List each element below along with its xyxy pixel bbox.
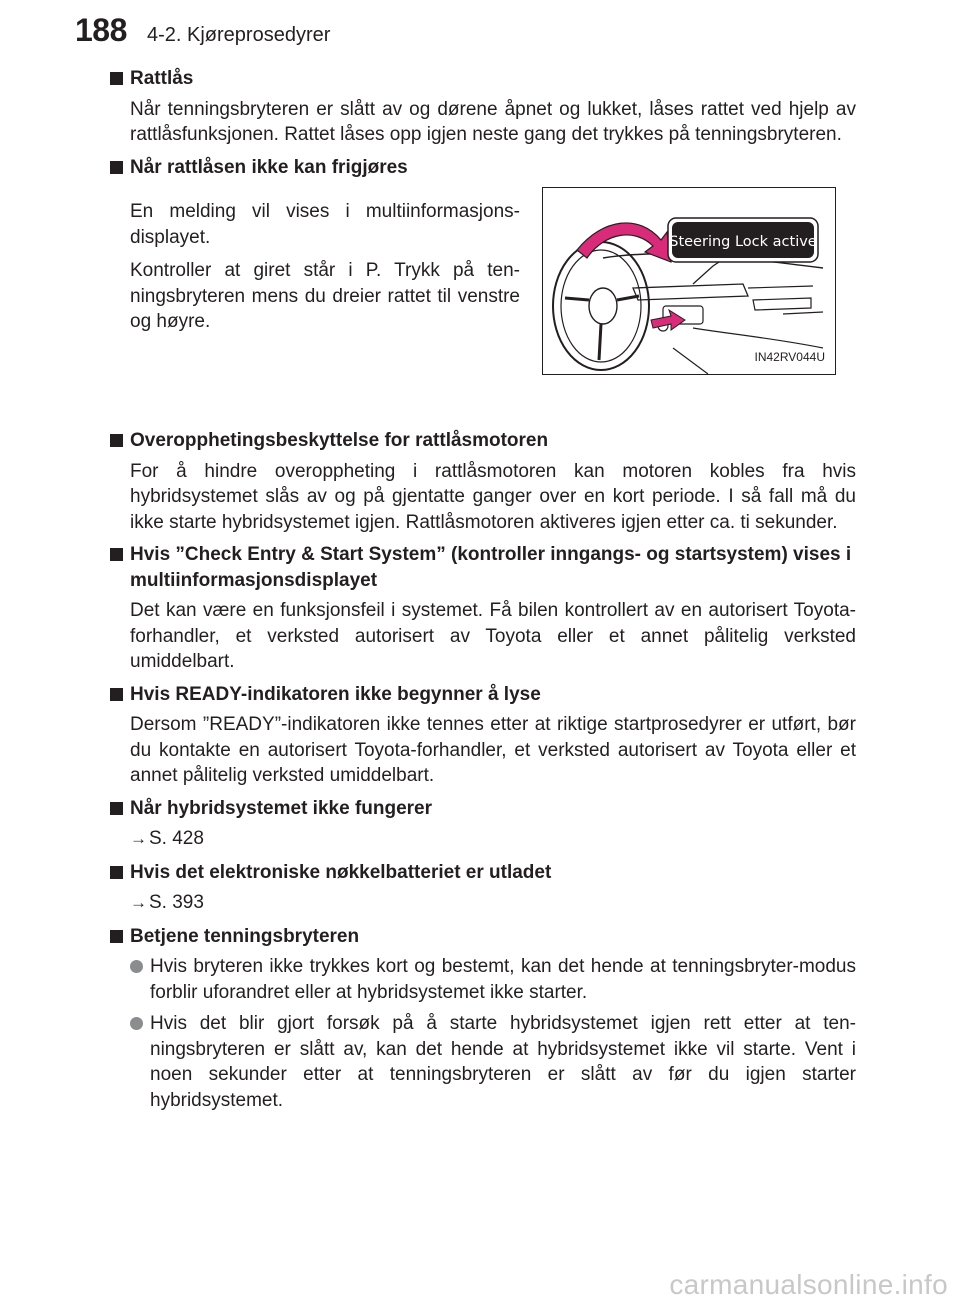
figure-code: IN42RV044U [754, 349, 825, 364]
heading-square-icon [110, 548, 123, 561]
heading-text: Overopphetingsbeskyttelse for rattlåsmotoren [130, 430, 549, 451]
arrow-right-icon: → [130, 829, 147, 848]
body-text: Det kan være en funksjonsfeil i systemet. Få bilen kontrollert av en autorisert Toyota-forhandler, et verksted autorisert av Toyota eller et annet pålitelig verksted umiddelbart. [130, 600, 856, 672]
watermark: carmanualsonline.info [669, 1269, 948, 1300]
heading-hybridsystem [110, 796, 856, 822]
heading-betjene [110, 924, 856, 950]
bullet-item [130, 1011, 856, 1113]
body-text: Kontroller at giret står i P. Trykk på ten-ningsbryteren mens du dreier rattet til venstre og høyre. [130, 260, 520, 332]
page-number: 188 [75, 12, 127, 48]
heading-text: Hvis READY-indikatoren ikke begynner å lyse [130, 683, 541, 705]
heading-text: Hvis det elektroniske nøkkelbatteriet er utladet [130, 861, 552, 883]
heading-rattlas [110, 66, 856, 92]
arrow-right-icon: → [130, 893, 147, 912]
reference-text: S. 393 [149, 892, 204, 913]
heading-ready-indikator [110, 682, 856, 708]
bullet-item [130, 954, 856, 1005]
page-content [110, 66, 856, 1119]
heading-text: Hvis ”Check Entry & Start System” (kontroller inngangs- og startsystem) vises i multiinformasjonsdisplayet [130, 544, 852, 591]
text-with-figure [110, 185, 856, 422]
heading-text: Rattlås [130, 68, 194, 89]
heading-text: Når hybridsystemet ikke fungerer [130, 797, 433, 819]
page-reference[interactable] [130, 890, 856, 916]
bullet-dot-icon [130, 1017, 143, 1030]
heading-text: Betjene tenningsbryteren [130, 925, 360, 947]
reference-text: S. 428 [149, 828, 204, 849]
body-text: For å hindre overoppheting i rattlåsmotoren kan motoren kobles fra hvis hybridsystemet slås av og på gjentatte ganger over en kort periode. I så fall må du ikke starte hybridsystemet igjen. Rattlåsmotoren aktiveres igjen etter ca. ti sekunder. [130, 460, 856, 533]
heading-square-icon [110, 930, 123, 943]
heading-text: Når rattlåsen ikke kan frigjøres [130, 156, 408, 178]
heading-square-icon [110, 802, 123, 815]
steering-lock-figure [542, 187, 836, 375]
body-text: Dersom ”READY”-indikatoren ikke tennes etter at riktige startprosedyrer er utført, bør du kontakte en autorisert Toyota-forhandler, et verksted autorisert av Toyota eller et annet pålitelig verksted umiddelbart. [130, 714, 856, 786]
heading-square-icon [110, 72, 123, 85]
heading-nokkelbatteri [110, 860, 856, 886]
page-reference[interactable] [130, 826, 856, 852]
heading-square-icon [110, 866, 123, 879]
figure-text-column [130, 185, 520, 342]
section-title: 4-2. Kjøreprosedyrer [147, 24, 331, 46]
heading-check-entry [110, 542, 856, 593]
body-text: En melding vil vises i multiinformasjons-displayet. [130, 201, 520, 248]
heading-square-icon [110, 434, 123, 447]
heading-rattlas-frigjores [110, 155, 856, 181]
heading-overoppheting [110, 428, 856, 454]
bullet-text: Hvis bryteren ikke trykkes kort og bestemt, kan det hende at tenningsbryter-modus forblir uforandret eller at hybridsystemet ikke starter. [150, 956, 856, 1003]
body-text: Når tenningsbryteren er slått av og dørene åpnet og lukket, låses rattet ved hjelp av rattlåsfunksjonen. Rattet låses opp igjen neste gang det trykkes på tenningsbryteren. [130, 98, 856, 145]
heading-square-icon [110, 161, 123, 174]
heading-square-icon [110, 688, 123, 701]
bullet-text: Hvis det blir gjort forsøk på å starte hybridsystemet igjen rett etter at ten-ningsbryteren er slått av, kan det hende at hybridsystemet ikke vil starte. Vent i noen sekunder etter at tenningsbryteren er slått av før du igjen starter hybridsystemet. [150, 1013, 856, 1111]
banner-text: Steering Lock active [669, 234, 817, 250]
bullet-dot-icon [130, 960, 143, 973]
